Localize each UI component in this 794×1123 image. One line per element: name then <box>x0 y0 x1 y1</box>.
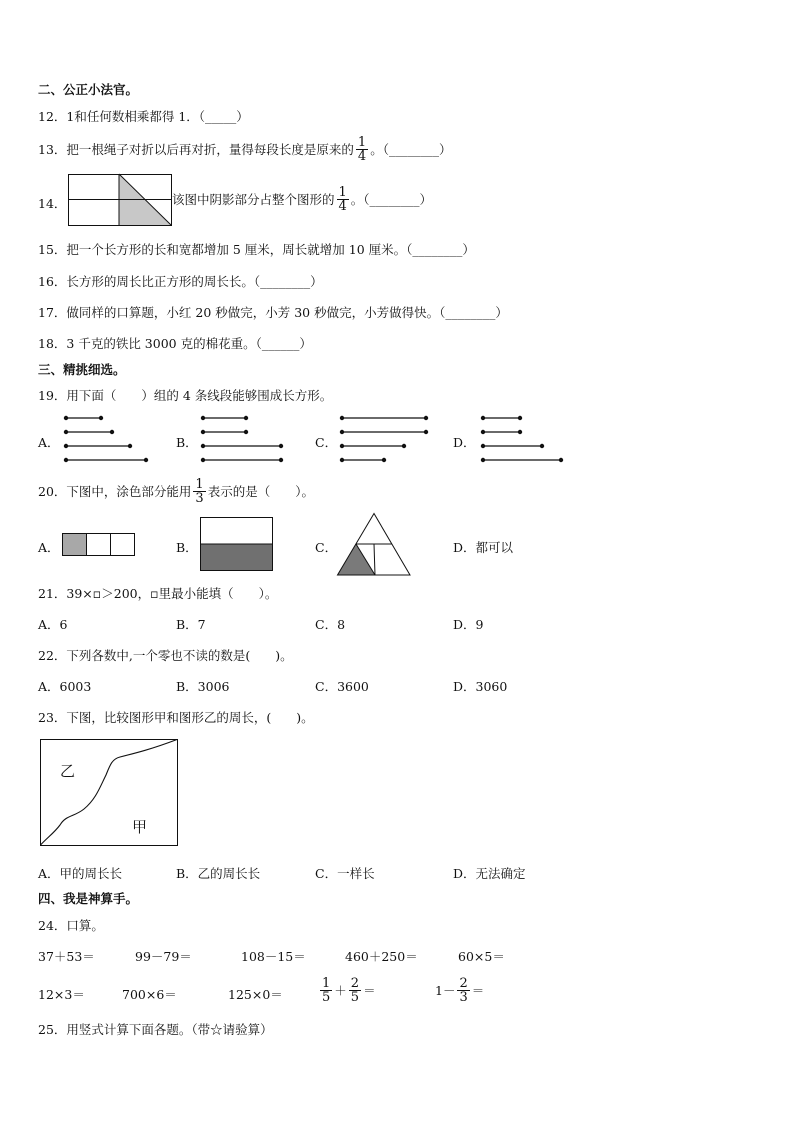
question-14-rectangle-figure <box>68 174 172 226</box>
question-24: 24．口算。 <box>38 918 104 933</box>
q23-option-d[interactable]: D．无法确定 <box>453 866 526 881</box>
q22-option-c[interactable]: C．3600 <box>315 679 369 694</box>
equals-sign: ＝ <box>363 983 376 998</box>
calc-lead: 1－ <box>435 983 456 998</box>
question-14-text: 该图中阴影部分占整个图形的 <box>172 192 335 207</box>
q19-option-c[interactable]: C． <box>315 435 338 450</box>
q20-option-c[interactable]: C． <box>315 540 338 555</box>
calc-item: 460＋250＝ <box>345 949 418 964</box>
q23-option-a[interactable]: A．甲的周长长 <box>38 866 123 881</box>
question-23: 23．下图，比较图形甲和图形乙的周长，( )。 <box>38 710 314 725</box>
fraction-numerator: 2 <box>350 975 360 991</box>
fraction-numerator: 1 <box>338 184 347 200</box>
fraction-denominator: 4 <box>357 148 367 164</box>
q19-option-d[interactable]: D． <box>453 435 476 450</box>
plus-sign: ＋ <box>334 983 347 998</box>
question-13-fraction <box>356 136 368 163</box>
fraction-denominator: 3 <box>195 490 204 506</box>
calc-item: 125×0＝ <box>228 987 283 1002</box>
q19-option-b[interactable]: B． <box>176 435 198 450</box>
section-4-heading: 四、我是神算手。 <box>38 891 139 906</box>
q23-option-c[interactable]: C．一样长 <box>315 866 375 881</box>
equals-sign: ＝ <box>471 983 485 998</box>
fraction-denominator: 3 <box>459 989 468 1005</box>
q19-segments-a <box>64 414 154 464</box>
calc-fraction-sum <box>318 970 376 1010</box>
q20-option-b[interactable]: B． <box>176 540 198 555</box>
question-14 <box>172 181 432 217</box>
q23-figure <box>40 739 180 849</box>
question-25: 25．用竖式计算下面各题。（带☆请验算） <box>38 1022 273 1037</box>
question-18: 18．3 千克的铁比 3000 克的棉花重。（______） <box>38 336 312 351</box>
question-13-blank: 。（________） <box>370 142 452 157</box>
question-14-label: 14． <box>38 196 67 211</box>
q19-segments-b <box>201 414 291 464</box>
question-20 <box>38 473 314 509</box>
question-17: 17．做同样的口算题，小红 20 秒做完，小芳 30 秒做完，小芳做得快。（________） <box>38 305 508 320</box>
q22-option-a[interactable]: A．6003 <box>38 679 92 694</box>
question-22: 22．下列各数中,一个零也不读的数是( )。 <box>38 648 293 663</box>
fraction <box>457 977 469 1004</box>
calc-item: 12×3＝ <box>38 987 85 1002</box>
question-12: 12．1和任何数相乘都得 1．（_____） <box>38 109 249 124</box>
q21-option-c[interactable]: C．8 <box>315 617 346 632</box>
question-13-text: 13．把一根绳子对折以后再对折，量得每段长度是原来的 <box>38 142 354 157</box>
fraction <box>349 977 361 1004</box>
section-2-heading: 二、公正小法官。 <box>38 82 139 97</box>
q22-option-b[interactable]: B．3006 <box>176 679 230 694</box>
calc-item: 700×6＝ <box>122 987 177 1002</box>
fraction-numerator: 1 <box>195 476 204 492</box>
q21-option-a[interactable]: A．6 <box>38 617 68 632</box>
question-15: 15．把一个长方形的长和宽都增加 5 厘米，周长就增加 10 厘米。（________） <box>38 242 475 257</box>
q23-label-yi: 乙 <box>60 762 76 780</box>
calc-item: 99－79＝ <box>135 949 192 964</box>
question-20-fraction <box>193 478 205 505</box>
question-21: 21．39×▫＞200，▫里最小能填（ ）。 <box>38 586 278 601</box>
fraction-denominator: 5 <box>350 989 360 1005</box>
calc-item: 108－15＝ <box>241 949 306 964</box>
fraction <box>320 977 332 1004</box>
q19-option-a[interactable]: A． <box>38 435 60 450</box>
curved-divider <box>41 740 178 846</box>
question-13 <box>38 131 451 167</box>
fraction-numerator: 2 <box>459 975 468 991</box>
calc-item: 37＋53＝ <box>38 949 95 964</box>
shaded-triangle <box>338 544 376 575</box>
q23-label-jia: 甲 <box>132 818 148 836</box>
q20-figure-a <box>62 533 136 556</box>
q20-figure-b <box>200 517 274 572</box>
question-16: 16．长方形的周长比正方形的周长长。（________） <box>38 274 323 289</box>
calc-fraction-diff <box>435 970 484 1010</box>
question-14-fraction <box>337 186 349 213</box>
q21-option-b[interactable]: B．7 <box>176 617 206 632</box>
q20-option-a[interactable]: A． <box>38 540 60 555</box>
fraction-denominator: 4 <box>338 198 347 214</box>
question-20-text: 20．下图中，涂色部分能用 <box>38 484 192 499</box>
fraction-denominator: 5 <box>322 989 331 1005</box>
q21-option-d[interactable]: D．9 <box>453 617 484 632</box>
q19-segments-d <box>481 414 571 464</box>
question-20-text-end: 表示的是（ ）。 <box>207 484 314 499</box>
q23-option-b[interactable]: B．乙的周长长 <box>176 866 261 881</box>
question-19: 19．用下面（ ）组的 4 条线段能够围成长方形。 <box>38 388 333 403</box>
fraction-numerator: 1 <box>322 975 331 991</box>
section-3-heading: 三、精挑细选。 <box>38 362 126 377</box>
question-14-blank: 。（________） <box>350 192 433 207</box>
q20-option-d[interactable]: D．都可以 <box>453 540 514 555</box>
q20-figure-c <box>337 513 413 577</box>
q19-segments-c <box>340 414 435 464</box>
q22-option-d[interactable]: D．3060 <box>453 679 508 694</box>
calc-item: 60×5＝ <box>458 949 505 964</box>
fraction-numerator: 1 <box>357 134 367 150</box>
